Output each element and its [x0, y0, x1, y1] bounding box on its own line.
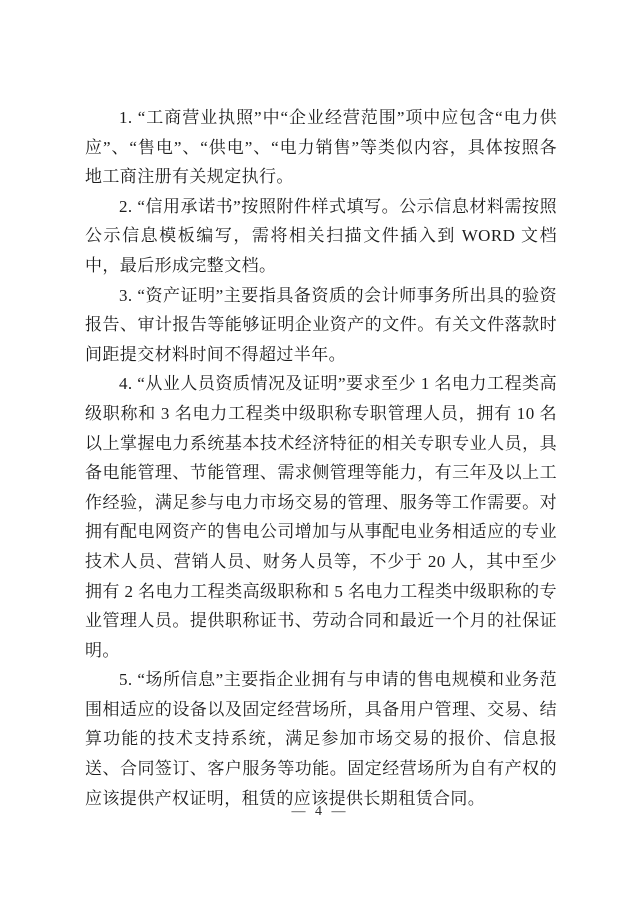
paragraph-2-credit-commitment: 2. “信用承诺书”按照附件样式填写。公示信息材料需按照公示信息模板编写，需将相关扫描文件插入到 WORD 文档中，最后形成完整文档。	[85, 196, 557, 275]
text-block	[85, 103, 557, 813]
paragraph-3-asset-certificate: 3. “资产证明”主要指具备资质的会计师事务所出具的验资报告、审计报告等能够证明企业资产的文件。有关文件落款时间距提交材料时间不得超过半年。	[85, 285, 557, 364]
paragraph-1-business-license: 1. “工商营业执照”中“企业经营范围”项中应包含“电力供应”、“售电”、“供电”、“电力销售”等类似内容，具体按照各地工商注册有关规定执行。	[85, 108, 557, 187]
page-number: — 4 —	[291, 804, 349, 819]
paragraph-5-premises-info: 5. “场所信息”主要指企业拥有与申请的售电规模和业务范围相适应的设备以及固定经营场所，具备用户管理、交易、结算功能的技术支持系统，满足参加市场交易的报价、信息报送、合同签订、客户服务等功能。固定经营场所为自有产权的应该提供产权证明，租赁的应该提供长期租赁合同。	[85, 670, 557, 808]
paragraph-4-personnel-qualification: 4. “从业人员资质情况及证明”要求至少 1 名电力工程类高级职称和 3 名电力工程类中级职称专职管理人员，拥有 10 名以上掌握电力系统基本技术经济特征的相关专职专业人员，具备电能管理、节能管理、需求侧管理等能力，有三年及以上工作经验，满足参与电力市场交易的管理、服务等工作需要。对拥有配电网资产的售电公司增加与从事配电业务相适应的专业技术人员、营销人员、财务人员等，不少于 20 人，其中至少拥有 2 名电力工程类高级职称和 5 名电力工程类中级职称的专业管理人员。提供职称证书、劳动合同和最近一个月的社保证明。	[85, 374, 557, 660]
